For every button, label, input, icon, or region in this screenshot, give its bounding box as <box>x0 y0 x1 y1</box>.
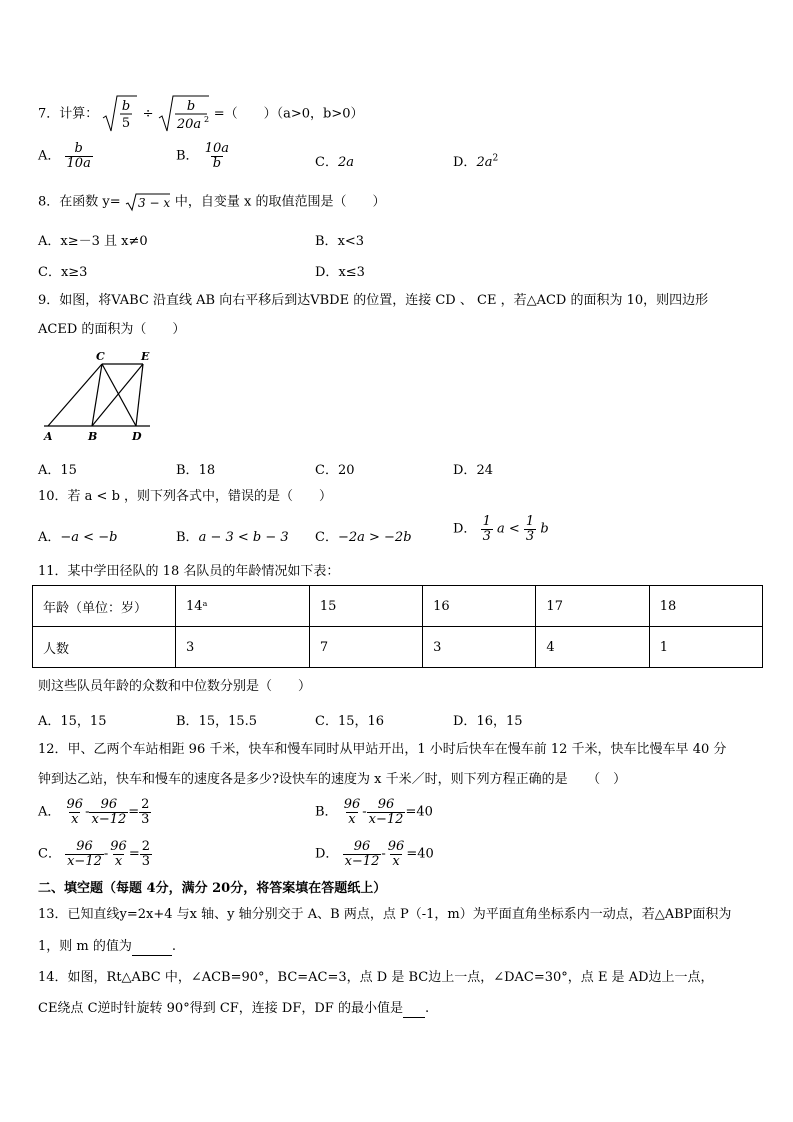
option-text: x≤3 <box>338 265 365 280</box>
equals: =40 <box>405 804 433 820</box>
option-text: 2a <box>476 155 493 170</box>
q7-r1-den: 5 <box>122 116 131 131</box>
q14-line-2-text: CE绕点 C逆时针旋转 90°得到 CF，连接 DF，DF 的最小值是 <box>38 1001 403 1016</box>
fraction <box>140 840 152 868</box>
equals: =40 <box>406 846 434 862</box>
q8-option-c[interactable] <box>38 261 87 280</box>
option-label: D． <box>453 714 477 729</box>
option-label: D． <box>453 521 477 537</box>
denominator: 3 <box>141 811 150 827</box>
q9-option-a[interactable] <box>38 459 77 478</box>
option-label: D． <box>315 846 339 862</box>
q7-r1-num: b <box>122 99 131 114</box>
q9-option-d[interactable] <box>453 459 493 478</box>
option-label: A． <box>38 714 61 729</box>
option-label: C． <box>315 155 338 170</box>
age-table <box>32 585 763 668</box>
numerator: 96 <box>343 797 361 812</box>
q7-divide: ÷ <box>142 106 154 122</box>
q7-a-fraction <box>65 142 93 170</box>
q8-option-b[interactable] <box>315 230 364 249</box>
denominator: b <box>212 155 222 171</box>
q12-line-1: 12．甲、乙两个车站相距 96 千米，快车和慢车同时从甲站开出，1 小时后快车在慢车前 12 千米，快车比慢车早 40 分 <box>38 742 727 757</box>
q8-radicand: 3 − x <box>137 196 170 210</box>
option-text: 20 <box>337 463 355 478</box>
option-label: A． <box>38 463 61 478</box>
option-label: C． <box>315 463 338 478</box>
q11-option-c[interactable] <box>315 710 384 729</box>
q9-figure <box>38 344 158 444</box>
label-c: C <box>96 350 105 363</box>
numerator: 96 <box>110 839 127 854</box>
segment-cd <box>102 364 136 426</box>
option-label: D． <box>453 155 477 170</box>
q7-b-fraction <box>203 142 231 170</box>
q7-radical-2 <box>158 94 210 134</box>
denominator: x <box>392 853 400 869</box>
q13-line-1: 13．已知直线y=2x+4 与x 轴、y 轴分别交于 A、B 两点，点 P（-1，m）为平面直角坐标系内一动点，若△ABP面积为 <box>38 907 732 922</box>
option-text: −2a > −2b <box>337 530 412 545</box>
operator: - <box>381 846 386 862</box>
q9-line-2: ACED 的面积为（ ） <box>38 322 186 337</box>
q10-option-a[interactable] <box>38 526 117 545</box>
fraction <box>386 840 407 868</box>
numerator: 96 <box>377 797 395 812</box>
option-mid: a < <box>497 521 520 537</box>
table-cell: 17 <box>536 586 649 627</box>
denominator: 10a <box>66 155 91 171</box>
operator: - <box>85 804 90 820</box>
fraction <box>108 840 129 868</box>
option-label: B． <box>315 804 338 820</box>
numerator: 96 <box>387 839 405 854</box>
denominator: 3 <box>525 528 535 544</box>
option-text: 15，16 <box>337 714 385 729</box>
option-label: B． <box>176 463 199 478</box>
q8-option-d[interactable] <box>315 261 365 280</box>
q12-option-d[interactable] <box>315 840 434 868</box>
numerator: 96 <box>100 797 118 812</box>
denominator: x−12 <box>91 811 127 827</box>
option-text: 2a <box>337 155 354 170</box>
option-text: 16，15 <box>476 714 523 729</box>
answer-blank[interactable] <box>403 1001 425 1018</box>
q12-line-2: 钟到达乙站，快车和慢车的速度各是多少?设快车的速度为 x 千米／时，则下列方程正确的是 （ ） <box>38 772 627 787</box>
numerator: 2 <box>141 797 150 812</box>
label-b: B <box>88 430 98 443</box>
operator: - <box>103 846 109 862</box>
option-end: b <box>540 521 549 537</box>
svg-text:2: 2 <box>203 115 209 124</box>
denominator: x <box>114 853 123 869</box>
segment-be <box>92 364 143 426</box>
table-cell: 年龄（单位：岁） <box>33 586 176 627</box>
table-cell: 4 <box>536 627 649 668</box>
option-text: 15，15.5 <box>198 714 258 729</box>
q11-option-d[interactable] <box>453 710 523 729</box>
option-label: D． <box>453 463 477 478</box>
q8-stem-b: 中，自变量 x 的取值范围是（ ） <box>174 194 386 210</box>
table-cell: 15 <box>309 586 422 627</box>
numerator: 96 <box>66 797 84 812</box>
table-cell: 人数 <box>33 627 176 668</box>
q11-after: 则这些队员年龄的众数和中位数分别是（ ） <box>38 679 312 694</box>
q14-line-2 <box>38 1001 429 1018</box>
fraction <box>65 798 86 826</box>
option-text: 18 <box>198 463 216 478</box>
q7-option-b[interactable] <box>176 142 231 170</box>
fraction <box>89 798 128 826</box>
denominator: 3 <box>141 853 151 869</box>
table-cell: 7 <box>309 627 422 668</box>
q7-r2-den: 20a <box>176 117 201 132</box>
option-text: a − 3 < b − 3 <box>198 530 289 545</box>
operator: - <box>362 804 367 820</box>
q10-d-fraction-2 <box>524 515 536 543</box>
q14-line-1: 14．如图，Rt△ABC 中，∠ACB=90°，BC=AC=3，点 D 是 BC边上一点，∠DAC=30°，点 E 是 AD边上一点， <box>38 970 714 985</box>
denominator: x <box>348 811 356 827</box>
denominator: x−12 <box>368 811 404 827</box>
fraction <box>139 798 151 826</box>
numerator: 96 <box>76 839 93 854</box>
option-text: x<3 <box>337 234 365 249</box>
option-text: x≥3 <box>60 265 88 280</box>
option-label: B． <box>315 234 338 249</box>
q8-stem-a: 8．在函数 y= <box>38 194 121 210</box>
numerator: b <box>74 141 83 156</box>
option-label: B． <box>176 148 199 164</box>
q14-end: . <box>424 1001 430 1016</box>
option-label: D． <box>315 265 339 280</box>
q7-stem <box>38 94 364 134</box>
fraction <box>342 798 363 826</box>
option-label: B． <box>176 530 199 545</box>
table-cell: 18 <box>649 586 762 627</box>
fraction <box>367 798 406 826</box>
label-a: A <box>44 430 53 443</box>
option-label: C． <box>315 530 338 545</box>
denominator: x−12 <box>67 853 102 869</box>
numerator: 2 <box>141 839 151 854</box>
table-row <box>33 627 763 668</box>
q7-r2-num: b <box>186 99 195 114</box>
q7-option-a[interactable] <box>38 142 93 170</box>
q10-option-d[interactable] <box>453 515 549 543</box>
fraction <box>65 840 104 868</box>
option-label: A． <box>38 804 61 820</box>
q11-option-b[interactable] <box>176 710 257 729</box>
q11-option-a[interactable] <box>38 710 106 729</box>
option-label: A． <box>38 148 61 164</box>
section-title: 二、填空题（每题 4分，满分 20分，将答案填在答题纸上） <box>38 881 387 896</box>
label-d: D <box>132 430 142 443</box>
q7-number: 7．计算： <box>38 106 99 122</box>
option-label: C． <box>38 265 61 280</box>
numerator: 1 <box>525 514 535 529</box>
numerator: 10a <box>204 141 229 156</box>
q12-option-c[interactable] <box>38 840 152 868</box>
option-label: B． <box>176 714 199 729</box>
q9-line-1: 9．如图，将VABC 沿直线 AB 向右平移后到达VBDE 的位置，连接 CD 、 CE ，若△ACD 的面积为 10，则四边形 <box>38 293 709 308</box>
table-row <box>33 586 763 627</box>
option-text: −a < −b <box>60 530 118 545</box>
q10-option-c[interactable] <box>315 526 412 545</box>
numerator: 96 <box>353 839 371 854</box>
q8-radical <box>125 192 171 212</box>
equals: = <box>128 804 140 820</box>
option-text: 24 <box>476 463 493 478</box>
q10-d-fraction-1 <box>481 515 493 543</box>
q7-option-c[interactable] <box>315 151 354 170</box>
table-cell: 1 <box>649 627 762 668</box>
denominator: 3 <box>482 528 491 544</box>
table-cell: 3 <box>176 627 310 668</box>
q12-option-a[interactable] <box>38 798 151 826</box>
denominator: x <box>71 811 79 827</box>
table-cell: 3 <box>423 627 536 668</box>
q12-option-b[interactable] <box>315 798 433 826</box>
label-e: E <box>141 350 150 363</box>
table-cell: 16 <box>423 586 536 627</box>
numerator: 1 <box>482 514 491 529</box>
fraction <box>343 840 382 868</box>
option-text: 15，15 <box>60 714 107 729</box>
q11-stem: 11．某中学田径队的 18 名队员的年龄情况如下表： <box>38 564 340 579</box>
q9-option-c[interactable] <box>315 459 355 478</box>
q13-end: . <box>171 939 177 954</box>
q10-stem: 10．若 a < b ，则下列各式中，错误的是（ ） <box>38 489 333 504</box>
segment-ed <box>136 364 143 426</box>
q13-line-2 <box>38 939 176 956</box>
q10-option-b[interactable] <box>176 526 289 545</box>
option-label: A． <box>38 530 61 545</box>
equals: = <box>128 846 140 862</box>
option-label: C． <box>38 846 61 862</box>
q7-option-d[interactable]: D．$2a^2$ <box>453 153 499 170</box>
option-label: A． <box>38 234 61 249</box>
option-text: x≥－3 且 x≠0 <box>60 234 148 249</box>
option-label: C． <box>315 714 338 729</box>
q8-stem <box>38 192 386 212</box>
q7-tail: =（ ）（a>0，b>0） <box>213 106 364 122</box>
q7-radical-1 <box>102 94 138 134</box>
option-text: 15 <box>60 463 77 478</box>
q13-line-2-text: 1，则 m 的值为 <box>38 939 132 954</box>
answer-blank[interactable] <box>132 939 172 956</box>
q9-option-b[interactable] <box>176 459 215 478</box>
q8-option-a[interactable] <box>38 230 148 249</box>
table-cell: 14ᵃ <box>176 586 310 627</box>
denominator: x−12 <box>344 853 380 869</box>
